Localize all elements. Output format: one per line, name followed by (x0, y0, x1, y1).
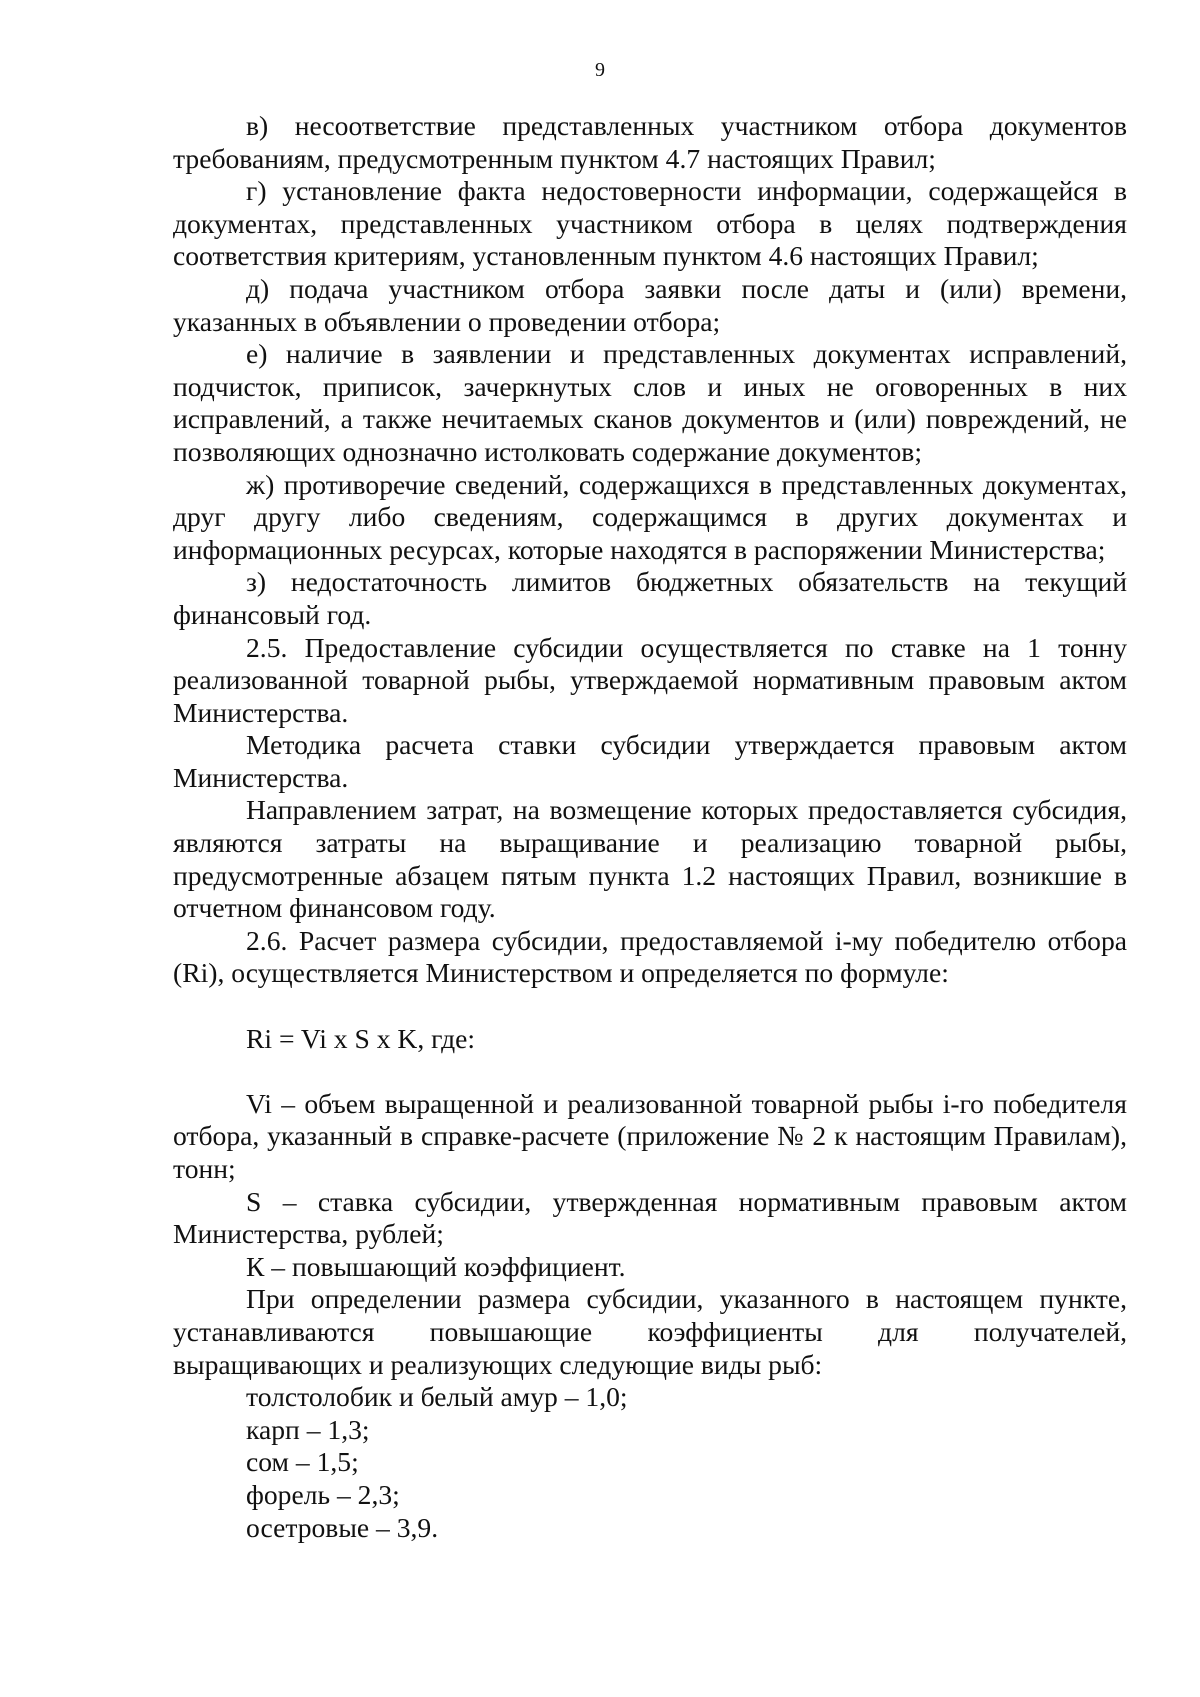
paragraph-k-definition: К – повышающий коэффициент. (246, 1250, 626, 1282)
paragraph-coefficients-intro: При определении размера субсидии, указанного в настоящем пункте, устанавливаются повышающие коэффициенты для получателей, выращивающих и реализующих следующие виды рыб: (173, 1283, 1127, 1380)
paragraph-methodology: Методика расчета ставки субсидии утверждается правовым актом Министерства. (173, 729, 1127, 793)
coefficient-list (173, 1381, 1127, 1544)
paragraph-g: г) установление факта недостоверности информации, содержащейся в документах, представленных участником отбора в целях подтверждения соответствия критериям, установленным пунктом 4.6 настоящих Правил; (173, 175, 1127, 272)
paragraph-z: з) недостаточность лимитов бюджетных обязательств на текущий финансовый год. (173, 566, 1127, 630)
paragraph-vi-definition: Vi – объем выращенной и реализованной товарной рыбы i-го победителя отбора, указанный в справке-расчете (приложение № 2 к настоящим Правилам), тонн; (173, 1087, 1127, 1184)
paragraph-zh: ж) противоречие сведений, содержащихся в представленных документах, друг другу либо сведениям, содержащимся в других документах и информационных ресурсах, которые находятся в распоряжении Министерства; (173, 468, 1127, 565)
formula: Ri = Vi x S x K, где: (246, 1022, 476, 1054)
paragraph-2-5: 2.5. Предоставление субсидии осуществляется по ставке на 1 тонну реализованной товарной рыбы, утверждаемой нормативным правовым актом Министерства. (173, 631, 1127, 728)
list-item: сом – 1,5; (246, 1446, 359, 1478)
paragraph-e: е) наличие в заявлении и представленных документах исправлений, подчисток, приписок, зачеркнутых слов и иных не оговоренных в них исправлений, а также нечитаемых сканов документов и (или) повреждений, не позволяющих однозначно истолковать содержание документов; (173, 338, 1127, 467)
paragraph-cost-direction: Направлением затрат, на возмещение которых предоставляется субсидия, являются затраты на выращивание и реализацию товарной рыбы, предусмотренные абзацем пятым пункта 1.2 настоящих Правил, возникшие в отчетном финансовом году. (173, 794, 1127, 924)
list-item: толстолобик и белый амур – 1,0; (246, 1381, 628, 1413)
paragraph-v: в) несоответствие представленных участником отбора документов требованиям, предусмотренным пунктом 4.7 настоящих Правил; (173, 110, 1127, 174)
list-item: форель – 2,3; (246, 1478, 400, 1510)
list-item: карп – 1,3; (246, 1413, 370, 1445)
paragraph-d: д) подача участником отбора заявки после даты и (или) времени, указанных в объявлении о проведении отбора; (173, 272, 1127, 337)
paragraph-2-6: 2.6. Расчет размера субсидии, предоставляемой i-му победителю отбора (Ri), осуществляется Министерством и определяется по формуле: (173, 924, 1127, 989)
paragraph-s-definition: S – ставка субсидии, утвержденная нормативным правовым актом Министерства, рублей; (173, 1185, 1127, 1250)
list-item: осетровые – 3,9. (246, 1511, 439, 1543)
document-body (173, 110, 1127, 1544)
page-number: 9 (595, 59, 605, 81)
